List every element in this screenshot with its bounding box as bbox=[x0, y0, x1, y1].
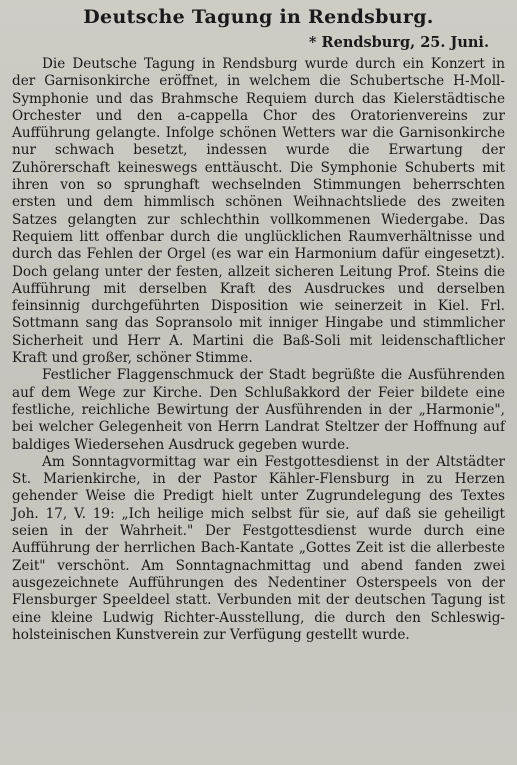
article-headline: Deutsche Tagung in Rendsburg. bbox=[83, 6, 434, 28]
article-dateline: * Rendsburg, 25. Juni. bbox=[308, 34, 489, 51]
article-body bbox=[12, 56, 505, 644]
article-paragraph-1: Die Deutsche Tagung in Rendsburg wurde durch ein Konzert in der Garnisonkirche eröffnet, in welchem die Schubertsche H-Moll-Symphonie und das Brahmsche Requiem durch das Kielerstädtische Orchester und den a-cappella Chor des Oratorienvereins zur Aufführung gelangte. Infolge schönen Wetters war die Garnisonkirche nur schwach besetzt, indessen wurde die Erwartung der Zuhörerschaft keineswegs enttäuscht. Die Symphonie Schuberts mit ihren von so sprunghaft wechselnden Stimmungen beherrschten ersten und dem himmlisch schönen Weihnachtsliede des zweiten Satzes gelangten zur schlechthin vollkommenen Wiedergabe. Das Requiem litt offenbar durch die unglücklichen Raumverhältnisse und durch das Fehlen der Orgel (es war ein Harmonium dafür eingesetzt). Doch gelang unter der festen, allzeit sicheren Leitung Prof. Steins die Aufführung mit derselben Kraft des Ausdruckes und derselben feinsinnig durchgeführten Disposition wie seinerzeit in Kiel. Frl. Sottmann sang das Sopransolo mit inniger Hingabe und stimmlicher Sicherheit und Herr A. Martini die Baß-Soli mit leidenschaftlicher Kraft und großer, schöner Stimme. bbox=[12, 56, 505, 367]
article-paragraph-2: Festlicher Flaggenschmuck der Stadt begrüßte die Ausführenden auf dem Wege zur Kirche. Den Schlußakkord der Feier bildete eine festliche, reichliche Bewirtung der Ausführenden in der „Harmonie", bei welcher Gelegenheit von Herrn Landrat Steltzer der Hoffnung auf baldiges Wiedersehen Ausdruck gegeben wurde. bbox=[12, 367, 505, 453]
article-paragraph-3: Am Sonntagvormittag war ein Festgottesdienst in der Altstädter St. Marienkirche, in der Pastor Kähler-Flensburg in zu Herzen gehender Weise die Predigt hielt unter Zugrundelegung des Textes Joh. 17, V. 19: „Ich heilige mich selbst für sie, auf daß sie geheiligt seien in der Wahrheit." Der Festgottesdienst wurde durch eine Aufführung der herrlichen Bach-Kantate „Gottes Zeit ist die allerbeste Zeit" verschönt. Am Sonntagnachmittag und abend fanden zwei ausgezeichnete Aufführungen des Nedentiner Osterspeels von der Flensburger Speeldeel statt. Verbunden mit der deutschen Tagung ist eine kleine Ludwig Richter-Ausstellung, die durch den Schleswig-holsteinischen Kunstverein zur Verfügung gestellt wurde. bbox=[12, 453, 505, 643]
